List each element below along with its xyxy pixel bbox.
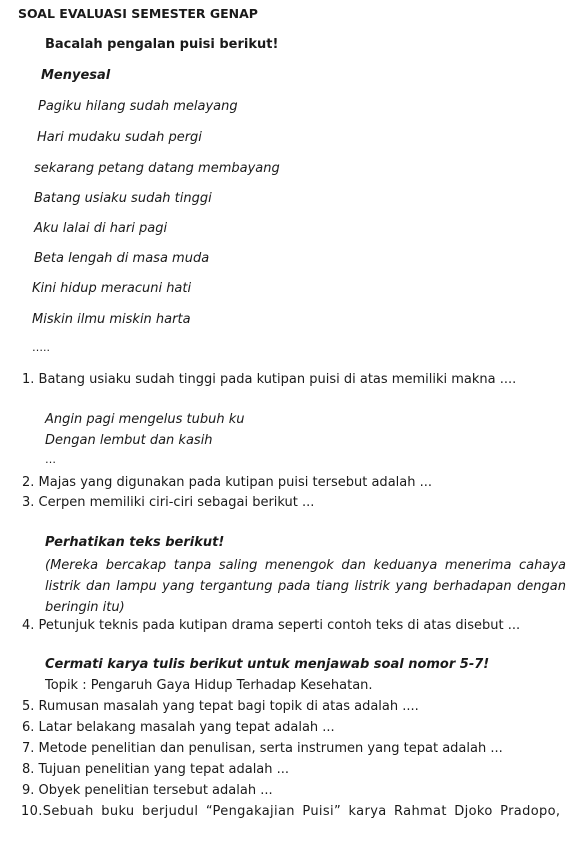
- research-topic: Topik : Pengaruh Gaya Hidup Terhadap Kesehatan.: [45, 678, 373, 693]
- document-title: SOAL EVALUASI SEMESTER GENAP: [18, 6, 258, 21]
- excerpt-line: Dengan lembut dan kasih: [45, 433, 213, 448]
- poem-ellipsis: …..: [32, 341, 50, 354]
- question-7: 7. Metode penelitian dan penulisan, serta instrumen yang tepat adalah ...: [22, 741, 503, 756]
- poem-line: Aku lalai di hari pagi: [34, 221, 168, 236]
- drama-heading: Perhatikan teks berikut!: [45, 535, 225, 550]
- question-8: 8. Tujuan penelitian yang tepat adalah ...: [22, 762, 290, 777]
- poem-line: sekarang petang datang membayang: [34, 161, 280, 176]
- poem-line: Kini hidup meracuni hati: [32, 281, 192, 296]
- excerpt-ellipsis: …: [45, 453, 56, 466]
- question-10: 10.Sebuah buku berjudul “Pengakajian Puisi” karya Rahmat Djoko Pradopo,: [21, 804, 561, 819]
- question-9: 9. Obyek penelitian tersebut adalah ...: [22, 783, 273, 798]
- drama-text: (Mereka bercakap tanpa saling menengok dan keduanya menerima cahaya listrik dan lampu yang tergantung pada tiang listrik yang berhadapan dengan beringin itu): [45, 558, 566, 615]
- poem-line: Hari mudaku sudah pergi: [37, 130, 202, 145]
- research-heading: Cermati karya tulis berikut untuk menjawab soal nomor 5-7!: [45, 657, 490, 672]
- excerpt-line: Angin pagi mengelus tubuh ku: [45, 412, 245, 427]
- question-5: 5. Rumusan masalah yang tepat bagi topik di atas adalah ....: [22, 699, 419, 714]
- poem-line: Pagiku hilang sudah melayang: [38, 99, 238, 114]
- question-6: 6. Latar belakang masalah yang tepat adalah ...: [22, 720, 335, 735]
- poem-line: Batang usiaku sudah tinggi: [34, 191, 212, 206]
- question-2: 2. Majas yang digunakan pada kutipan puisi tersebut adalah ...: [22, 475, 433, 490]
- poem-title: Menyesal: [41, 68, 111, 83]
- question-4: 4. Petunjuk teknis pada kutipan drama seperti contoh teks di atas disebut ...: [22, 618, 521, 633]
- poem-line: Miskin ilmu miskin harta: [32, 312, 191, 327]
- question-1: 1. Batang usiaku sudah tinggi pada kutipan puisi di atas memiliki makna ....: [22, 372, 517, 387]
- question-3: 3. Cerpen memiliki ciri-ciri sebagai berikut ...: [22, 495, 315, 510]
- instruction: Bacalah pengalan puisi berikut!: [45, 37, 279, 52]
- poem-line: Beta lengah di masa muda: [34, 251, 210, 266]
